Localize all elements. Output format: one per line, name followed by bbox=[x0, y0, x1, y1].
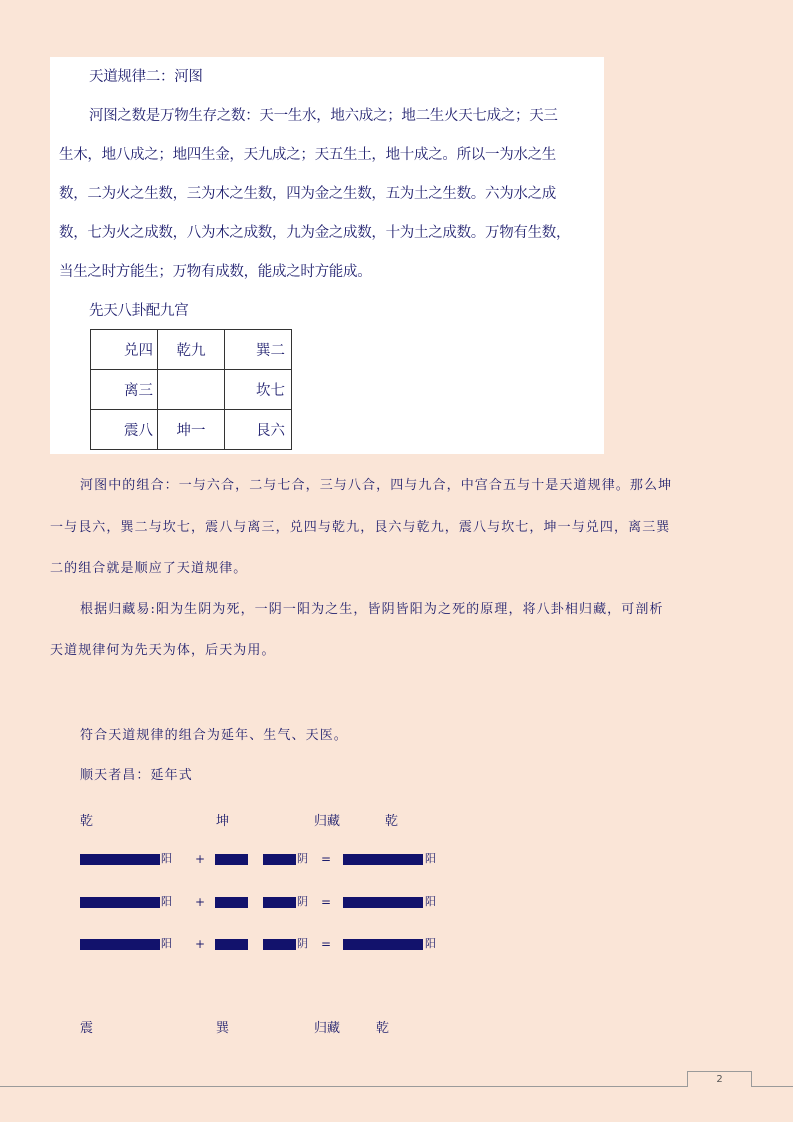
body-paragraph-line: 一与艮六，巽二与坎七，震八与离三，兑四与乾九，艮六与乾九，震八与坎七，坤一与兑四，离三巽 bbox=[50, 520, 671, 535]
yang-label: 阳 bbox=[161, 895, 172, 908]
box-paragraph-line: 河图之数是万物生存之数：天一生水，地六成之；地二生火天七成之；天三 bbox=[89, 108, 558, 124]
body-line: 符合天道规律的组合为延年、生气、天医。 bbox=[80, 728, 348, 743]
body-paragraph-line: 根据归藏易:阳为生阴为死，一阴一阳为之生，皆阴皆阳为之死的原理，将八卦相归藏，可剖析 bbox=[80, 602, 664, 617]
yin-line bbox=[215, 939, 248, 950]
trigram-label: 坤 bbox=[216, 814, 230, 829]
yin-line bbox=[263, 939, 296, 950]
yang-line bbox=[343, 854, 423, 865]
page-number: 2 bbox=[687, 1071, 752, 1087]
trigram-label: 巽 bbox=[216, 1021, 230, 1036]
yin-label: 阴 bbox=[297, 895, 308, 908]
table-title: 先天八卦配九宫 bbox=[89, 303, 189, 319]
yang-line bbox=[80, 854, 160, 865]
yang-label: 阳 bbox=[161, 937, 172, 950]
table-row bbox=[91, 330, 292, 370]
bagua-table bbox=[90, 329, 292, 450]
plus-sign: + bbox=[195, 852, 206, 866]
box-paragraph-line: 当生之时方能生；万物有成数，能成之时方能成。 bbox=[59, 264, 372, 280]
table-cell: 兑四 bbox=[91, 330, 158, 370]
yang-line bbox=[80, 897, 160, 908]
yin-label: 阴 bbox=[297, 937, 308, 950]
table-cell: 艮六 bbox=[225, 410, 292, 450]
yang-line bbox=[80, 939, 160, 950]
trigram-label: 乾 bbox=[80, 814, 94, 829]
yang-line bbox=[343, 939, 423, 950]
table-row bbox=[91, 410, 292, 450]
box-paragraph-line: 数，二为火之生数，三为木之生数，四为金之生数，五为土之生数。六为水之成 bbox=[59, 186, 556, 202]
table-cell: 巽二 bbox=[225, 330, 292, 370]
body-line: 顺天者昌：延年式 bbox=[80, 768, 193, 783]
trigram-label: 归藏 bbox=[314, 814, 341, 829]
trigram-label: 震 bbox=[80, 1021, 94, 1036]
equals-sign: = bbox=[321, 852, 332, 866]
yin-line bbox=[263, 854, 296, 865]
plus-sign: + bbox=[195, 895, 206, 909]
yang-label: 阳 bbox=[425, 852, 436, 865]
trigram-label: 归藏 bbox=[314, 1021, 341, 1036]
body-paragraph-line: 二的组合就是顺应了天道规律。 bbox=[50, 561, 248, 576]
box-paragraph-line: 数，七为火之成数，八为木之成数，九为金之成数，十为土之成数。万物有生数， bbox=[59, 225, 571, 241]
trigram-label: 乾 bbox=[385, 814, 399, 829]
table-cell: 震八 bbox=[91, 410, 158, 450]
yang-line bbox=[343, 897, 423, 908]
yang-label: 阳 bbox=[161, 852, 172, 865]
table-cell: 离三 bbox=[91, 370, 158, 410]
footer-rule bbox=[0, 1086, 793, 1087]
yin-line bbox=[215, 897, 248, 908]
table-row bbox=[91, 370, 292, 410]
equals-sign: = bbox=[321, 937, 332, 951]
yin-line bbox=[215, 854, 248, 865]
yin-line bbox=[263, 897, 296, 908]
box-heading: 天道规律二：河图 bbox=[89, 69, 203, 85]
trigram-label: 乾 bbox=[376, 1021, 390, 1036]
plus-sign: + bbox=[195, 937, 206, 951]
body-paragraph-line: 天道规律何为先天为体，后天为用。 bbox=[50, 643, 276, 658]
yin-label: 阴 bbox=[297, 852, 308, 865]
table-cell: 坤一 bbox=[158, 410, 225, 450]
yang-label: 阳 bbox=[425, 937, 436, 950]
yang-label: 阳 bbox=[425, 895, 436, 908]
equals-sign: = bbox=[321, 895, 332, 909]
table-cell: 坎七 bbox=[225, 370, 292, 410]
table-cell: 乾九 bbox=[158, 330, 225, 370]
table-cell bbox=[158, 370, 225, 410]
body-paragraph-line: 河图中的组合：一与六合，二与七合，三与八合，四与九合，中宫合五与十是天道规律。那么坤 bbox=[80, 478, 673, 493]
box-paragraph-line: 生木，地八成之；地四生金，天九成之；天五生土，地十成之。所以一为水之生 bbox=[59, 147, 556, 163]
